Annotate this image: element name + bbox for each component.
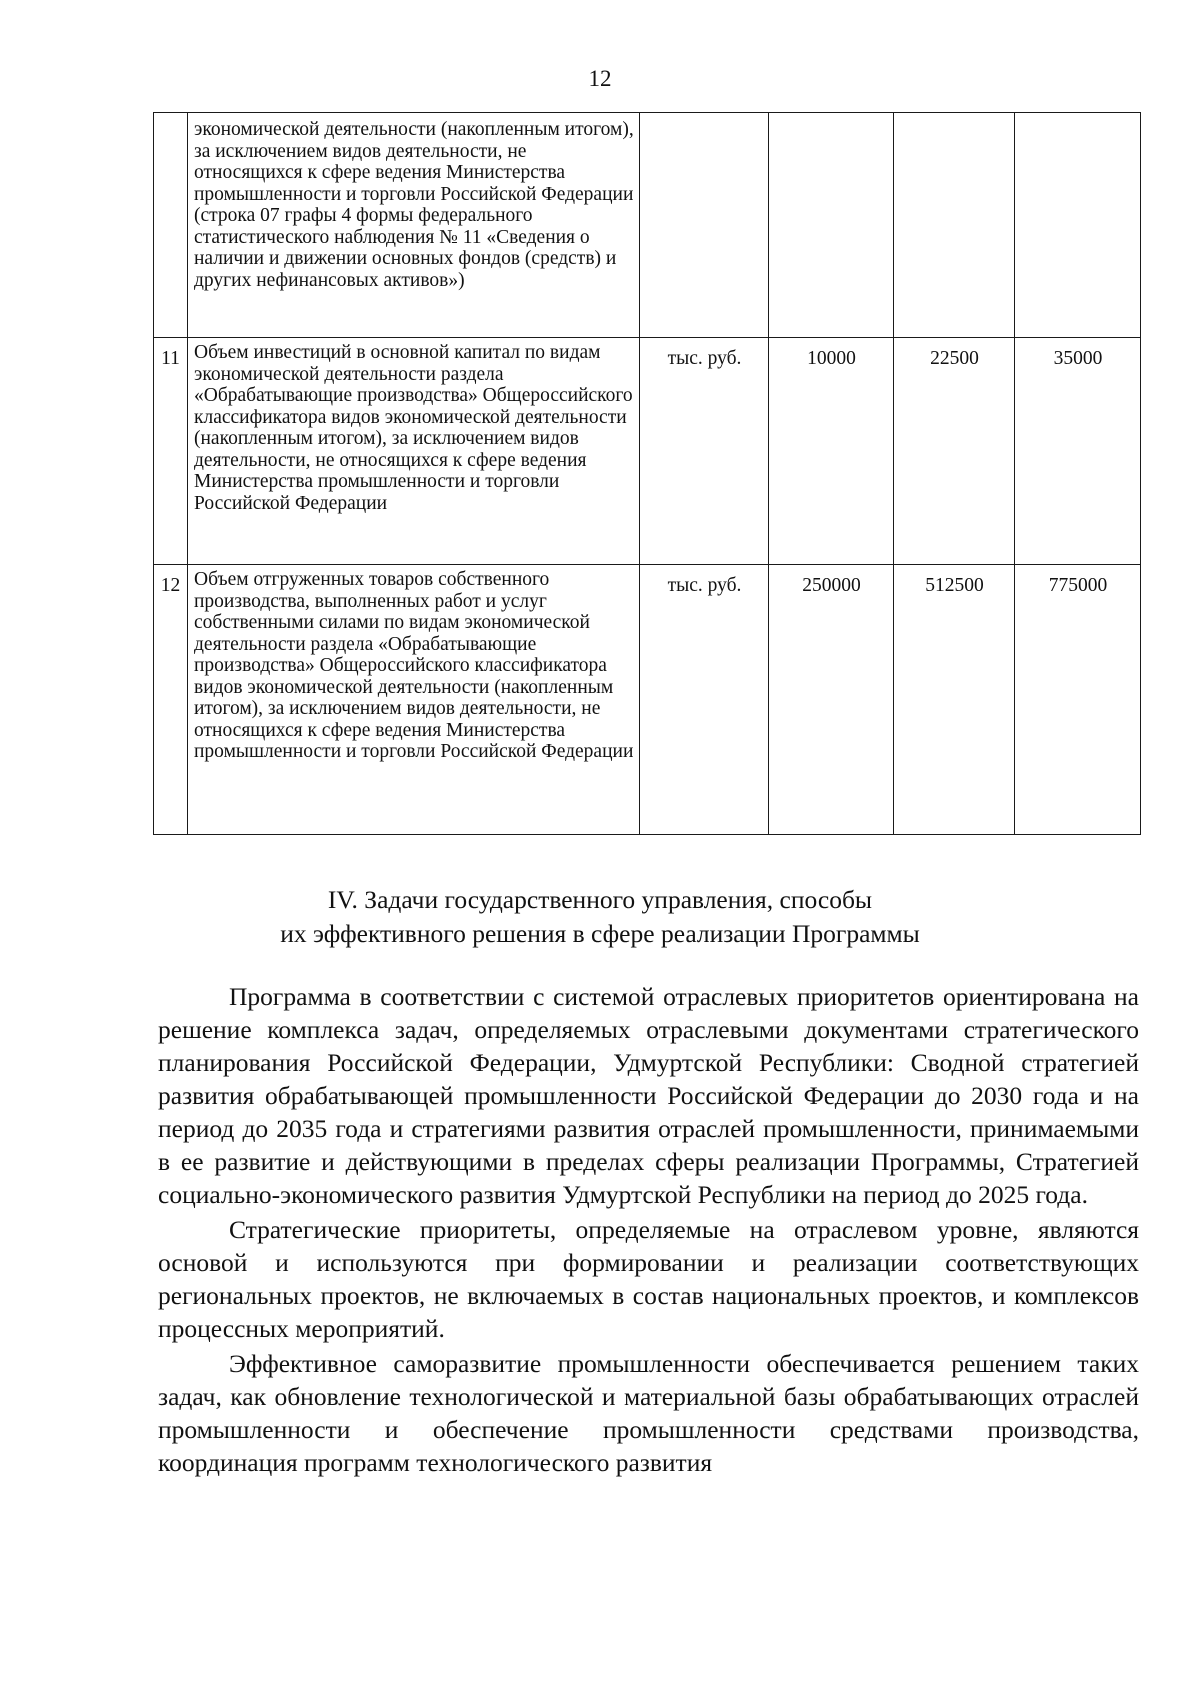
indicators-table	[153, 112, 1141, 835]
table-row	[154, 338, 1141, 565]
section-heading-line-1: IV. Задачи государственного управления, способы	[327, 885, 873, 914]
section-heading-line-2: их эффективного решения в сфере реализации Программы	[280, 919, 920, 948]
paragraph: Программа в соответствии с системой отраслевых приоритетов ориентирована на решение комплекса задач, определяемых отраслевыми документами стратегического планирования Российской Федерации, Удмуртской Республики: Сводной стратегией развития обрабатывающей промышленности Российской Федерации до 2030 года и на период до 2035 года и стратегиями развития отраслей промышленности, принимаемыми в ее развитие и действующими в пределах сферы реализации Программы, Стратегией социально-экономического развития Удмуртской Республики на период до 2025 года.	[158, 982, 1139, 1209]
table-row	[154, 113, 1141, 338]
page-number: 12	[588, 66, 612, 91]
value-cell: 22500	[894, 338, 1015, 565]
value-cell	[894, 113, 1015, 338]
value-cell: 775000	[1015, 565, 1141, 835]
value-cell: 250000	[769, 565, 894, 835]
value-cell: 35000	[1015, 338, 1141, 565]
section-body	[158, 980, 1139, 1479]
unit-cell: тыс. руб.	[640, 565, 769, 835]
paragraph: Эффективное саморазвитие промышленности обеспечивается решением таких задач, как обновление технологической и материальной базы обрабатывающих отраслей промышленности и обеспечение промышленности средствами производства, координация программ технологического развития	[158, 1349, 1139, 1477]
unit-cell	[640, 113, 769, 338]
row-number	[154, 113, 188, 338]
indicator-name: Объем отгруженных товаров собственного производства, выполненных работ и услуг собственными силами по видам экономической деятельности раздела «Обрабатывающие производства» Общероссийского классификатора видов экономической деятельности (накопленным итогом), за исключением видов деятельности, не относящихся к сфере ведения Министерства промышленности и торговли Российской Федерации	[188, 565, 640, 835]
row-number: 11	[154, 338, 188, 565]
value-cell: 512500	[894, 565, 1015, 835]
paragraph: Стратегические приоритеты, определяемые на отраслевом уровне, являются основой и используются при формировании и реализации соответствующих региональных проектов, не включаемых в состав национальных проектов, и комплексов процессных мероприятий.	[158, 1215, 1139, 1343]
section-heading	[0, 883, 1200, 951]
indicator-name: экономической деятельности (накопленным итогом), за исключением видов деятельности, не относящихся к сфере ведения Министерства промышленности и торговли Российской Федерации (строка 07 графы 4 формы федерального статистического наблюдения № 11 «Сведения о наличии и движении основных фондов (средств) и других нефинансовых активов»)	[188, 113, 640, 338]
value-cell	[1015, 113, 1141, 338]
row-number: 12	[154, 565, 188, 835]
unit-cell: тыс. руб.	[640, 338, 769, 565]
value-cell: 10000	[769, 338, 894, 565]
table-row	[154, 565, 1141, 835]
value-cell	[769, 113, 894, 338]
indicator-name: Объем инвестиций в основной капитал по видам экономической деятельности раздела «Обрабатывающие производства» Общероссийского классификатора видов экономической деятельности (накопленным итогом), за исключением видов деятельности, не относящихся к сфере ведения Министерства промышленности и торговли Российской Федерации	[188, 338, 640, 565]
